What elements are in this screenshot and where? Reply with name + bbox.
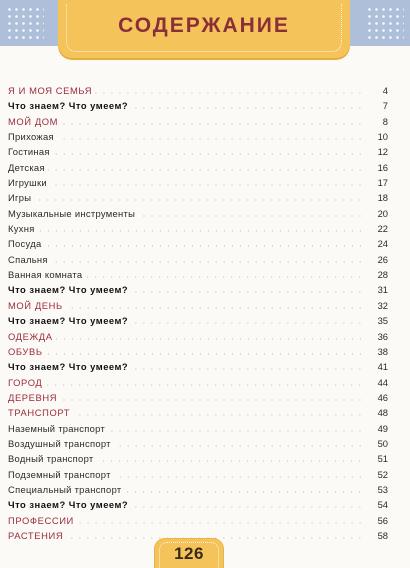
toc-entry-label: Воздушный транспорт: [8, 437, 111, 449]
toc-entry-label: ТРАНСПОРТ: [8, 407, 71, 419]
toc-entry[interactable]: [8, 451, 388, 466]
toc-entry[interactable]: [8, 98, 388, 113]
toc-entry-label: Прихожая: [8, 131, 54, 143]
toc-entry-page: 50: [377, 437, 388, 449]
toc-entry-page: 56: [377, 514, 388, 526]
toc-entry-label: ДЕРЕВНЯ: [8, 391, 58, 403]
title-tab: [58, 0, 350, 58]
toc-entry-page: 48: [377, 407, 388, 419]
toc-entry[interactable]: [8, 282, 388, 297]
dot-leader: [131, 291, 364, 293]
toc-entry-page: 52: [377, 468, 388, 480]
toc-entry-label: МОЙ ДОМ: [8, 115, 59, 127]
toc-entry-label: Что знаем? Что умеем?: [8, 284, 129, 296]
dot-leader: [77, 522, 364, 524]
toc-entry[interactable]: [8, 114, 388, 129]
toc-entry[interactable]: [8, 175, 388, 190]
toc-entry-label: ОДЕЖДА: [8, 330, 53, 342]
toc-entry-label: Гостиная: [8, 146, 50, 158]
dot-leader: [53, 153, 364, 155]
toc-entry-label: Посуда: [8, 238, 42, 250]
toc-entry-page: 20: [377, 207, 388, 219]
toc-entry[interactable]: [8, 482, 388, 497]
toc-entry[interactable]: [8, 344, 388, 359]
toc-entry[interactable]: [8, 144, 388, 159]
toc-entry[interactable]: [8, 129, 388, 144]
toc-entry[interactable]: [8, 206, 388, 221]
dot-leader: [131, 322, 364, 324]
dot-leader: [85, 276, 364, 278]
toc-entry-page: 7: [382, 100, 388, 112]
dot-leader: [45, 384, 364, 386]
toc-entry[interactable]: [8, 405, 388, 420]
toc-entry-page: 35: [377, 315, 388, 327]
toc-entry-label: Музыкальные инструменты: [8, 207, 136, 219]
toc-entry-page: 12: [377, 146, 388, 158]
toc-entry-page: 22: [377, 223, 388, 235]
toc-entry-label: Что знаем? Что умеем?: [8, 499, 129, 511]
toc-entry[interactable]: [8, 359, 388, 374]
toc-entry[interactable]: [8, 221, 388, 236]
toc-entry[interactable]: [8, 375, 388, 390]
toc-entry[interactable]: [8, 298, 388, 313]
toc-entry-label: Спальня: [8, 253, 48, 265]
dot-leader: [48, 169, 364, 171]
dot-leader: [61, 123, 364, 125]
toc-entry-label: РАСТЕНИЯ: [8, 529, 64, 541]
toc-entry[interactable]: [8, 421, 388, 436]
toc-entry[interactable]: [8, 236, 388, 251]
toc-entry-page: 8: [382, 115, 388, 127]
page-number-tab: [155, 539, 223, 568]
dot-leader: [108, 430, 364, 432]
toc-entry-label: Что знаем? Что умеем?: [8, 100, 129, 112]
toc-entry[interactable]: [8, 329, 388, 344]
dot-leader: [45, 245, 365, 247]
dot-leader: [114, 445, 364, 447]
toc-entry-page: 10: [377, 131, 388, 143]
dot-leader: [73, 414, 364, 416]
toc-entry-label: Что знаем? Что умеем?: [8, 361, 129, 373]
dot-leader: [38, 230, 364, 232]
toc-entry-label: Кухня: [8, 223, 35, 235]
toc-entry-label: ГОРОД: [8, 376, 43, 388]
toc-entry-label: Наземный транспорт: [8, 422, 106, 434]
page-number: 126: [174, 544, 204, 563]
dot-leader: [60, 399, 364, 401]
toc-entry-label: Игрушки: [8, 177, 47, 189]
toc-entry-label: Я И МОЯ СЕМЬЯ: [8, 85, 93, 96]
toc-entry-page: 32: [377, 299, 388, 311]
toc-entry-page: 31: [377, 284, 388, 296]
toc-entry[interactable]: [8, 313, 388, 328]
toc-entry[interactable]: [8, 190, 388, 205]
toc-entry-page: 41: [377, 361, 388, 373]
dot-leader: [95, 92, 364, 94]
dot-leader: [131, 506, 364, 508]
toc-entry[interactable]: [8, 267, 388, 282]
toc-entry-page: 49: [377, 422, 388, 434]
dot-leader: [138, 215, 364, 217]
toc-entry-page: 18: [377, 192, 388, 204]
toc-entry-label: Подземный транспорт: [8, 468, 111, 480]
toc-entry-label: Что знаем? Что умеем?: [8, 315, 129, 327]
toc-entry[interactable]: [8, 513, 388, 528]
toc-entry[interactable]: [8, 467, 388, 482]
toc-entry-page: 26: [377, 253, 388, 265]
toc-entry-page: 53: [377, 483, 388, 495]
toc-entry-label: Ванная комната: [8, 269, 83, 281]
toc-entry-page: 51: [377, 453, 388, 465]
dot-leader: [57, 138, 364, 140]
dot-leader: [131, 107, 364, 109]
toc-entry[interactable]: [8, 252, 388, 267]
table-of-contents: [8, 83, 388, 543]
dot-leader: [50, 184, 364, 186]
toc-entry-page: 16: [377, 161, 388, 173]
dot-leader: [34, 199, 364, 201]
toc-entry-page: 44: [377, 376, 388, 388]
toc-entry-page: 24: [377, 238, 388, 250]
dot-leader: [56, 338, 364, 340]
dot-leader: [96, 460, 364, 462]
toc-entry-label: Водный транспорт: [8, 453, 94, 465]
toc-entry-page: 17: [377, 177, 388, 189]
dot-leader: [131, 368, 364, 370]
toc-entry-page: 36: [377, 330, 388, 342]
toc-entry-label: ПРОФЕССИИ: [8, 514, 74, 526]
page-title: СОДЕРЖАНИЕ: [118, 14, 290, 37]
toc-entry-label: МОЙ ДЕНЬ: [8, 299, 63, 311]
dot-leader: [66, 307, 364, 309]
toc-entry-page: 4: [382, 85, 388, 96]
toc-entry-label: ОБУВЬ: [8, 345, 43, 357]
toc-entry[interactable]: [8, 390, 388, 405]
dot-leader: [124, 491, 364, 493]
toc-entry-page: 54: [377, 499, 388, 511]
toc-entry-page: 46: [377, 391, 388, 403]
toc-entry-page: 28: [377, 269, 388, 281]
toc-entry-label: Специальный транспорт: [8, 483, 122, 495]
dot-leader: [46, 353, 364, 355]
toc-entry-page: 58: [377, 529, 388, 541]
toc-entry-page: 38: [377, 345, 388, 357]
dot-leader: [114, 476, 364, 478]
dot-leader: [51, 261, 364, 263]
toc-entry[interactable]: [8, 160, 388, 175]
toc-entry-label: Детская: [8, 161, 45, 173]
toc-entry-label: Игры: [8, 192, 32, 204]
toc-entry[interactable]: [8, 497, 388, 512]
toc-entry[interactable]: [8, 83, 388, 98]
toc-entry[interactable]: [8, 436, 388, 451]
